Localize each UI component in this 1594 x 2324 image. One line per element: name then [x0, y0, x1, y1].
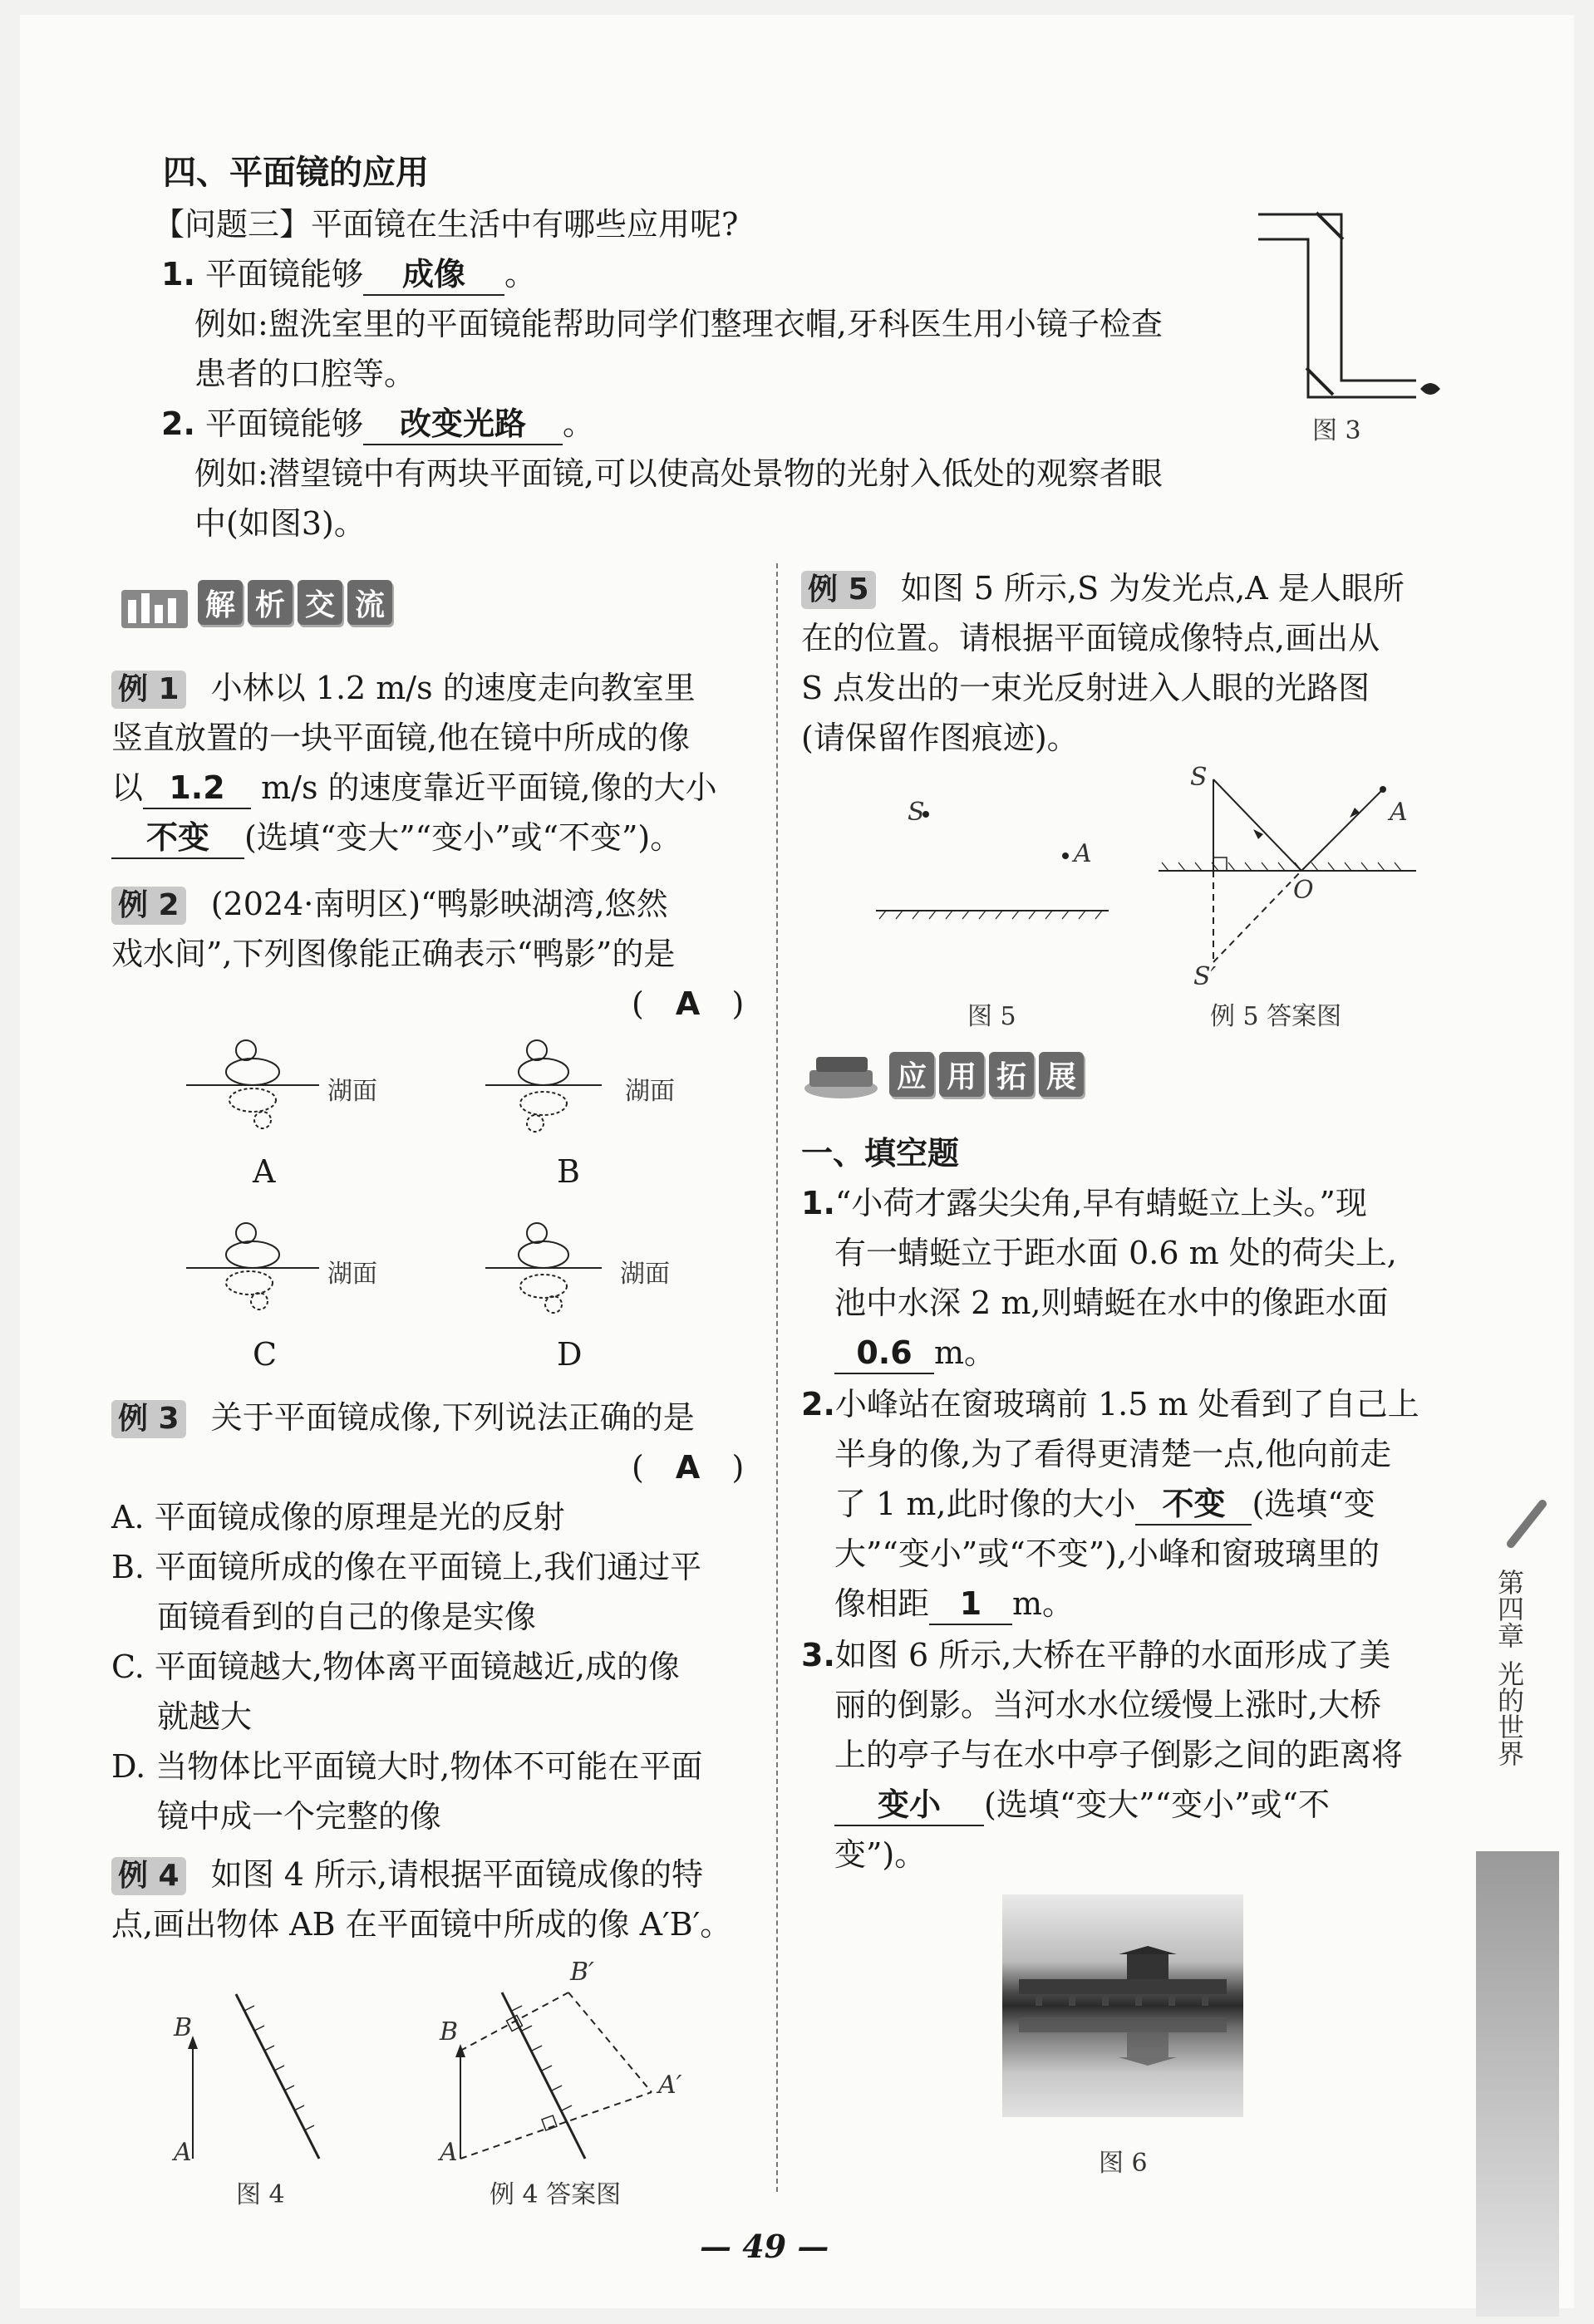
example-1-post: m/s 的速度靠近平面镜,像的大小 — [261, 769, 717, 806]
item-1-number: 1. — [161, 256, 195, 292]
bracket-open: ( — [632, 985, 644, 1022]
figure-4-caption: 图 4 — [236, 2180, 285, 2209]
lake-label: 湖面 — [620, 1260, 670, 1289]
section-banner-application — [801, 1045, 1084, 1103]
example-5-line-1 — [801, 563, 1405, 613]
q2-answer-2: 1 — [929, 1584, 1012, 1625]
section-char: 解 — [198, 580, 243, 625]
figure-5-diagrams — [851, 763, 1424, 1004]
q1-answer: 0.6 — [834, 1333, 934, 1374]
fig5-ans-label-o: O — [1293, 876, 1314, 905]
item-1-example-1: 例如:盥洗室里的平面镜能帮助同学们整理衣帽,牙科医生用小镜子检查 — [194, 306, 1163, 342]
section-heading: 四、平面镜的应用 — [163, 154, 429, 192]
duck-option-c — [186, 1223, 319, 1309]
example-badge: 例 5 — [801, 571, 876, 609]
example-5-line-4: (请保留作图痕迹)。 — [801, 720, 1079, 756]
example-4-line-2: 点,画出物体 AB 在平面镜中所成的像 A′B′。 — [111, 1906, 732, 1943]
page-number: — 49 — — [700, 2228, 829, 2265]
q2-line-4: 大”“变小”或“不变”),小峰和窗玻璃里的 — [834, 1535, 1380, 1572]
example-4-line-1 — [111, 1850, 703, 1899]
example-2-line-2: 戏水间”,下列图像能正确表示“鸭影”的是 — [111, 936, 676, 972]
section-banner-analysis — [118, 573, 392, 631]
duck-option-a — [186, 1040, 319, 1128]
side-gradient-bar — [1476, 1851, 1559, 2317]
q3-line-3: 上的亭子与在水中亭子倒影之间的距离将 — [834, 1737, 1404, 1773]
fig4-label-a: A — [174, 2138, 192, 2167]
section-char: 展 — [1039, 1052, 1084, 1097]
example-1-line-4-text: (选填“变大”“变小”或“不变”)。 — [244, 819, 682, 856]
column-divider — [776, 563, 778, 2192]
q3-line-5: 变”)。 — [834, 1836, 927, 1873]
bracket-close: ) — [731, 1449, 745, 1486]
fig5-ans-label-a: A — [1390, 798, 1408, 827]
item-2-pre: 平面镜能够 — [204, 405, 363, 442]
pen-icon — [1501, 1494, 1551, 1552]
q3-text: 如图 6 所示,大桥在平静的水面形成了美 — [834, 1637, 1391, 1673]
item-2-example-2: 中(如图3)。 — [194, 505, 366, 542]
item-1-answer: 成像 — [363, 254, 504, 296]
chapter-title: 光的世界 — [1493, 1660, 1525, 1766]
q1-line-1 — [801, 1178, 1367, 1228]
fig4-label-b: B — [174, 2013, 193, 2042]
duck-option-b — [485, 1040, 602, 1132]
example-3-option-d-1: D. 当物体比平面镜大时,物体不可能在平面 — [111, 1748, 703, 1785]
section-char: 流 — [347, 580, 392, 625]
fig5-label-s: S — [908, 798, 925, 827]
example-2-answer: A — [675, 985, 701, 1022]
section-char: 析 — [248, 580, 293, 625]
fig5-ans-label-s-prime: S′ — [1193, 962, 1217, 991]
item-1 — [161, 249, 536, 299]
bridge-reflection-photo — [1002, 1894, 1243, 2117]
fig4-ans-label-b-prime: B′ — [570, 1958, 594, 1987]
option-label-b: B — [557, 1153, 580, 1190]
figure-6-caption: 图 6 — [1099, 2149, 1148, 2178]
example-2-text: (2024·南明区)“鸭影映湖湾,悠然 — [210, 886, 668, 922]
bracket-close: ) — [731, 985, 745, 1022]
question-three: 【问题三】平面镜在生活中有哪些应用呢? — [153, 206, 739, 243]
bridge-icon — [1002, 1894, 1243, 2117]
bracket-open: ( — [632, 1449, 644, 1486]
option-label-d: D — [557, 1336, 583, 1373]
lake-label: 湖面 — [327, 1077, 377, 1106]
q2-line-1 — [801, 1379, 1419, 1429]
example-4-text: 如图 4 所示,请根据平面镜成像的特 — [210, 1856, 704, 1893]
item-1-pre: 平面镜能够 — [204, 256, 363, 292]
q2-pre: 了 1 m,此时像的大小 — [834, 1486, 1136, 1522]
example-3-option-c-2: 就越大 — [157, 1698, 253, 1735]
example-badge: 例 1 — [111, 671, 186, 709]
chapter-number: 第四章 — [1493, 1569, 1525, 1648]
example-1-text: 小林以 1.2 m/s 的速度走向教室里 — [210, 670, 696, 706]
example-1-line-4 — [111, 813, 681, 862]
example-5-answer-caption: 例 5 答案图 — [1210, 1002, 1342, 1031]
q1-line-2: 有一蜻蜓立于距水面 0.6 m 处的荷尖上, — [834, 1235, 1397, 1271]
example-1-answer-2: 不变 — [111, 818, 244, 859]
lake-label: 湖面 — [625, 1077, 675, 1106]
section-char: 用 — [939, 1052, 984, 1097]
item-2-example-1: 例如:潜望镜中有两块平面镜,可以使高处景物的光射入低处的观察者眼 — [194, 455, 1163, 492]
option-label-a: A — [253, 1153, 276, 1190]
example-3-answer: A — [675, 1449, 701, 1486]
example-3-option-b-2: 面镜看到的自己的像是实像 — [157, 1599, 537, 1635]
duck-option-d — [485, 1223, 602, 1313]
q2-line-2: 半身的像,为了看得更清楚一点,他向前走 — [834, 1436, 1392, 1472]
item-2 — [161, 399, 594, 449]
example-3-option-b-1: B. 平面镜所成的像在平面镜上,我们通过平 — [111, 1549, 702, 1585]
fig5-label-a: A — [1074, 839, 1092, 868]
example-5-text: 如图 5 所示,S 为发光点,A 是人眼所 — [900, 570, 1405, 607]
example-5-line-3: S 点发出的一束光反射进入人眼的光路图 — [801, 670, 1370, 706]
section-char: 应 — [889, 1052, 934, 1097]
q2-line-5 — [834, 1579, 1074, 1629]
option-label-c: C — [253, 1336, 278, 1373]
example-1-line-1 — [111, 663, 696, 713]
example-1-line-2: 竖直放置的一块平面镜,他在镜中所成的像 — [111, 720, 691, 756]
q2-post-2: m。 — [1012, 1585, 1075, 1622]
item-1-post: 。 — [504, 256, 537, 292]
example-4-answer-caption: 例 4 答案图 — [490, 2180, 622, 2209]
fig4-ans-label-a: A — [440, 2138, 458, 2167]
example-1-answer-1: 1.2 — [143, 768, 251, 809]
item-2-post: 。 — [563, 405, 595, 442]
example-5-line-2: 在的位置。请根据平面镜成像特点,画出从 — [801, 620, 1380, 656]
q2-text: 小峰站在窗玻璃前 1.5 m 处看到了自己上 — [834, 1386, 1419, 1422]
item-1-example-2: 患者的口腔等。 — [194, 356, 416, 392]
q2-post: (选填“变 — [1252, 1486, 1375, 1522]
q3-number: 3. — [801, 1637, 835, 1673]
figure-3-caption: 图 3 — [1312, 416, 1361, 445]
example-3-stem — [111, 1393, 695, 1442]
fig4-ans-label-a-prime: A′ — [658, 2071, 682, 2100]
example-3-option-d-2: 镜中成一个完整的像 — [157, 1798, 442, 1835]
section-char: 拓 — [989, 1052, 1034, 1097]
example-1-line-3 — [111, 763, 717, 813]
item-2-answer: 改变光路 — [363, 404, 563, 445]
example-3-option-c-1: C. 平面镜越大,物体离平面镜越近,成的像 — [111, 1648, 681, 1685]
q1-line-4 — [834, 1328, 996, 1378]
book-stack-icon — [801, 1045, 884, 1103]
item-2-number: 2. — [161, 405, 195, 442]
q2-number: 2. — [801, 1386, 835, 1422]
chart-icon — [118, 573, 193, 631]
fill-heading: 一、填空题 — [801, 1135, 960, 1172]
section-char: 交 — [298, 580, 342, 625]
q2-pre-2: 像相距 — [834, 1585, 930, 1622]
q3-post: (选填“变大”“变小”或“不 — [984, 1786, 1330, 1823]
chapter-side-tab — [1484, 1569, 1534, 1766]
q1-text: “小荷才露尖尖角,早有蜻蜓立上头。”现 — [834, 1185, 1367, 1221]
example-badge: 例 4 — [111, 1857, 186, 1895]
fig5-ans-label-s: S — [1190, 763, 1208, 792]
q1-number: 1. — [801, 1185, 835, 1221]
q3-line-4 — [834, 1780, 1330, 1830]
example-badge: 例 2 — [111, 887, 186, 925]
example-2-line-1 — [111, 879, 668, 929]
eye-icon — [1420, 383, 1440, 395]
example-3-text: 关于平面镜成像,下列说法正确的是 — [210, 1399, 695, 1436]
figure-3-periscope — [1250, 189, 1474, 405]
q3-line-1 — [801, 1630, 1390, 1680]
example-badge: 例 3 — [111, 1400, 186, 1438]
example-3-answer-bracket — [632, 1442, 744, 1492]
lake-label: 湖面 — [327, 1260, 377, 1289]
fig4-ans-label-b: B — [440, 2017, 459, 2046]
q3-line-2: 丽的倒影。当河水水位缓慢上涨时,大桥 — [834, 1687, 1382, 1723]
q2-line-3 — [834, 1479, 1375, 1529]
q3-answer: 变小 — [834, 1785, 984, 1826]
example-1-pre: 以 — [111, 769, 144, 806]
q2-answer-1: 不变 — [1135, 1484, 1252, 1526]
figure-5-caption: 图 5 — [967, 1002, 1016, 1031]
example-3-option-a: A. 平面镜成像的原理是光的反射 — [111, 1499, 565, 1535]
q1-post: m。 — [934, 1334, 996, 1371]
page — [20, 15, 1574, 2308]
q1-line-3: 池中水深 2 m,则蜻蜓在水中的像距水面 — [834, 1285, 1389, 1321]
